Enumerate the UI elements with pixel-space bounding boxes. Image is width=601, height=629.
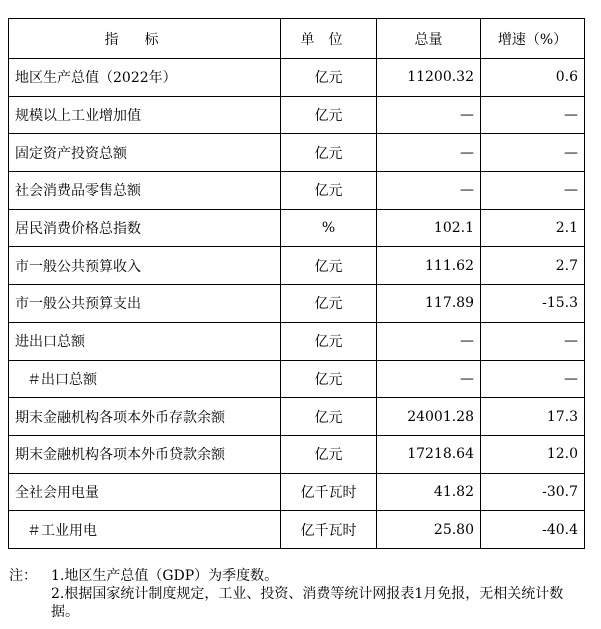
row-unit: % [281, 209, 377, 247]
row-growth: 12.0 [481, 435, 585, 473]
row-total: — [377, 134, 481, 172]
row-unit: 亿千瓦时 [281, 473, 377, 511]
footnote-text: 1.地区生产总值（GDP）为季度数。 [51, 568, 279, 584]
row-name: 居民消费价格总指数 [9, 209, 281, 247]
row-name: 期末金融机构各项本外币贷款余额 [9, 435, 281, 473]
table-row [9, 322, 585, 360]
row-total: — [377, 96, 481, 134]
row-unit: 亿元 [281, 285, 377, 323]
footnote-item [9, 585, 589, 621]
row-total: 25.80 [377, 511, 481, 549]
row-name: 期末金融机构各项本外币存款余额 [9, 398, 281, 436]
table-row [9, 398, 585, 436]
table-row [9, 96, 585, 134]
header-unit: 单位 [281, 19, 377, 59]
row-growth: -40.4 [481, 511, 585, 549]
row-growth: 2.7 [481, 247, 585, 285]
row-name: 固定资产投资总额 [9, 134, 281, 172]
row-name: ＃工业用电 [9, 511, 281, 549]
row-unit: 亿元 [281, 247, 377, 285]
row-growth: — [481, 322, 585, 360]
row-growth: — [481, 172, 585, 210]
header-growth: 增速（%） [481, 19, 585, 59]
footnote-label: 注： [9, 568, 37, 584]
row-unit: 亿元 [281, 134, 377, 172]
row-name: 市一般公共预算收入 [9, 247, 281, 285]
table-row [9, 59, 585, 97]
table-row [9, 511, 585, 549]
footnote-item [9, 567, 589, 585]
row-unit: 亿元 [281, 322, 377, 360]
row-total: 24001.28 [377, 398, 481, 436]
row-name: 地区生产总值（2022年） [9, 59, 281, 97]
row-total: — [377, 360, 481, 398]
row-total: 11200.32 [377, 59, 481, 97]
row-unit: 亿元 [281, 435, 377, 473]
statistics-table [8, 18, 585, 549]
table-row [9, 435, 585, 473]
footnotes [9, 567, 589, 621]
row-growth: -15.3 [481, 285, 585, 323]
row-growth: — [481, 360, 585, 398]
table-row [9, 360, 585, 398]
row-total: 17218.64 [377, 435, 481, 473]
row-unit: 亿元 [281, 360, 377, 398]
row-unit: 亿千瓦时 [281, 511, 377, 549]
row-total: — [377, 172, 481, 210]
row-name: 市一般公共预算支出 [9, 285, 281, 323]
row-total: 102.1 [377, 209, 481, 247]
table-header-row [9, 19, 585, 59]
row-name: 规模以上工业增加值 [9, 96, 281, 134]
row-unit: 亿元 [281, 398, 377, 436]
row-growth: — [481, 96, 585, 134]
row-total: 111.62 [377, 247, 481, 285]
table-row [9, 209, 585, 247]
row-name: 全社会用电量 [9, 473, 281, 511]
header-indicator: 指标 [9, 19, 281, 59]
row-unit: 亿元 [281, 59, 377, 97]
footnote-spacer [9, 585, 51, 621]
row-growth: 0.6 [481, 59, 585, 97]
table-row [9, 285, 585, 323]
table-row [9, 473, 585, 511]
row-growth: — [481, 134, 585, 172]
row-name: 进出口总额 [9, 322, 281, 360]
row-growth: -30.7 [481, 473, 585, 511]
table-row [9, 172, 585, 210]
row-total: 117.89 [377, 285, 481, 323]
row-name: 社会消费品零售总额 [9, 172, 281, 210]
row-unit: 亿元 [281, 172, 377, 210]
header-total: 总量 [377, 19, 481, 59]
row-unit: 亿元 [281, 96, 377, 134]
row-total: 41.82 [377, 473, 481, 511]
row-growth: 2.1 [481, 209, 585, 247]
row-name: ＃出口总额 [9, 360, 281, 398]
table-row [9, 247, 585, 285]
row-total: — [377, 322, 481, 360]
footnote-text: 2.根据国家统计制度规定，工业、投资、消费等统计网报表1月免报，无相关统计数据。 [51, 586, 564, 620]
row-growth: 17.3 [481, 398, 585, 436]
table-row [9, 134, 585, 172]
